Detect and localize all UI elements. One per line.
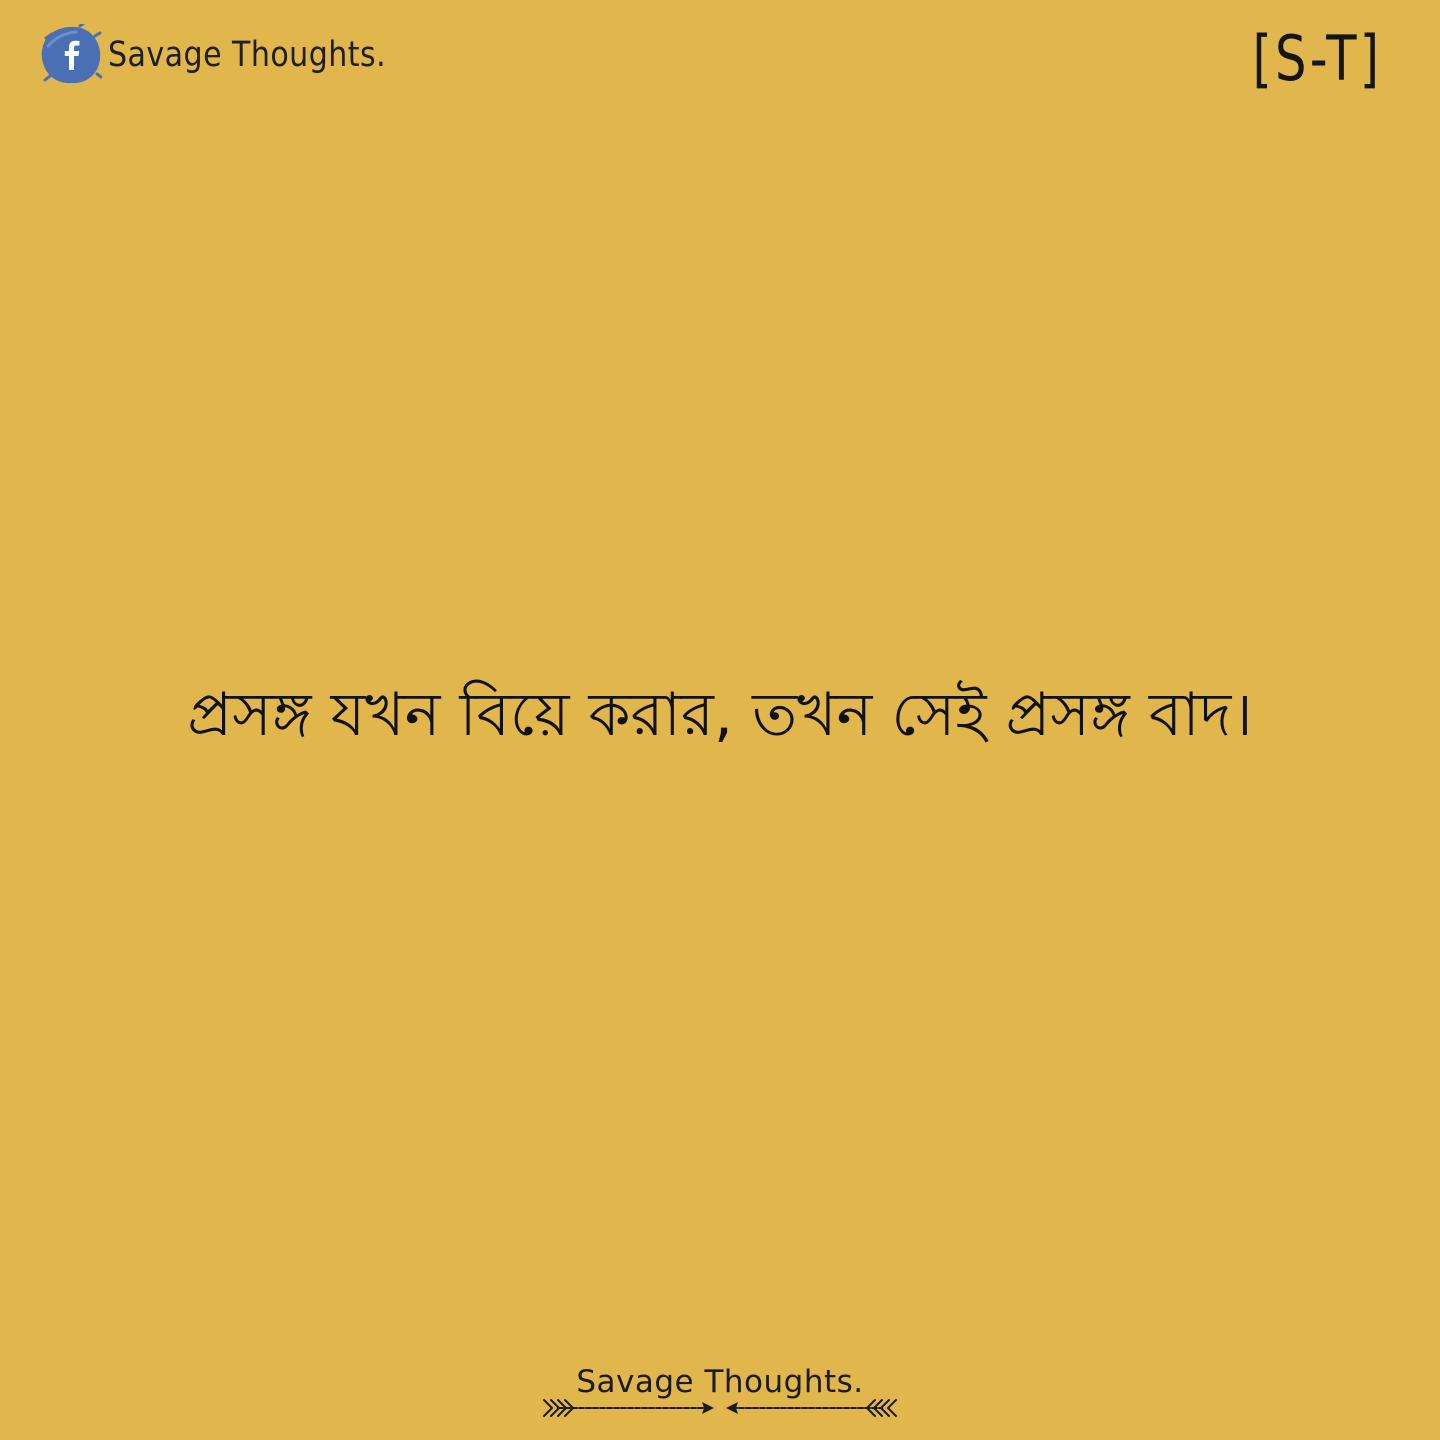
facebook-page-brand [40,24,431,86]
quote-text: প্রসঙ্গ যখন বিয়ে করার, তখন সেই প্রসঙ্গ বাদ। [187,680,1253,750]
footer-signature: Savage Thoughts. [576,1364,864,1400]
st-logo: [S-T] [1252,22,1382,95]
page-name: Savage Thoughts. [108,35,387,75]
arrows-ornament [540,1394,900,1424]
facebook-icon [40,24,102,86]
